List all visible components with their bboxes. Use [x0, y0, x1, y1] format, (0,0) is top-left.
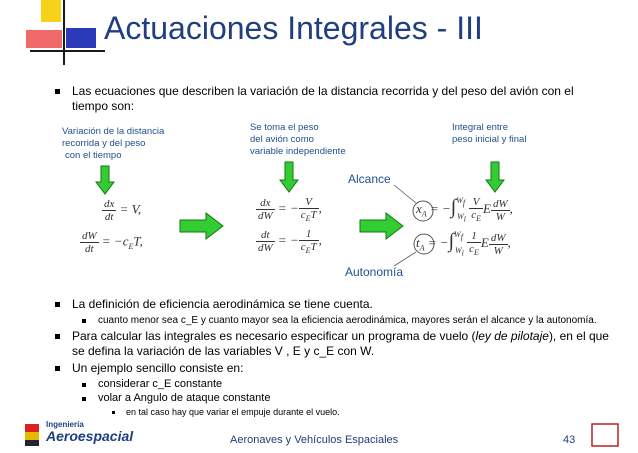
- logo-small-text: Ingeniería: [46, 420, 84, 429]
- equation-dw-dt: $\frac{dW}{dt}$ = $-c_ET$,: [82, 230, 143, 255]
- annotation-middle-line1: Se toma el peso: [250, 122, 319, 133]
- intro-text: Las ecuaciones que describen la variación de la distancia recorrida y del peso del avión con el tiempo son:: [72, 84, 574, 113]
- bullet-example: Un ejemplo sencillo consiste en:: [72, 361, 244, 375]
- bullet-program-end: ), en el que: [548, 329, 609, 343]
- equation-dt-dw: $\frac{dt}{dW}$ = − $\frac{1}{c_ET}$ ,: [258, 228, 322, 256]
- footer-logo: [20, 420, 140, 448]
- sub-bullet-efficiency: cuanto menor sea c_E y cuanto mayor sea la eficiencia aerodinámica, mayores serán el alcance y la autonomía.: [98, 315, 597, 326]
- bullet-program: [72, 329, 612, 359]
- sub-bullet-marker: [82, 397, 86, 401]
- equation-range-integral: $x_A = -\int^{W_f}W_i$ $\frac{V}{c_E}$ E $\frac{dW}{W}$ ,: [416, 196, 513, 224]
- bullet-program-line2: se defina la variación de las variables V , E y c_E con W.: [72, 344, 375, 358]
- sub-bullet-marker: [82, 319, 86, 323]
- page-title: Actuaciones Integrales - III: [104, 10, 483, 46]
- bullet-program-italic: ley de pilotaje: [475, 329, 549, 343]
- sub-bullet-angle: volar a Angulo de ataque constante: [98, 392, 271, 404]
- equation-dx-dw: $\frac{dx}{dW}$ = − $\frac{V}{c_ET}$ ,: [258, 196, 322, 224]
- annotation-middle-line2: del avión como: [250, 134, 314, 145]
- sub-bullet-ce: considerar c_E constante: [98, 378, 223, 390]
- annotation-right-line2: peso inicial y final: [452, 134, 527, 145]
- down-arrow-icon: [96, 166, 114, 194]
- logo-emblem-icon: [22, 422, 42, 448]
- equation-dx-dt: $\frac{dx}{dt}$ = V,: [104, 198, 142, 223]
- university-emblem-icon: [590, 422, 620, 448]
- down-arrow-icon: [280, 162, 298, 192]
- down-arrow-icon: [486, 162, 504, 192]
- bullet-marker: [55, 334, 60, 339]
- sub-sub-bullet-marker: [112, 411, 115, 414]
- university-logo: [590, 422, 620, 448]
- annotation-right-line1: Integral entre: [452, 122, 508, 133]
- bullet-marker: [55, 302, 60, 307]
- annotation-left-line3: con el tiempo: [65, 150, 122, 161]
- endurance-label: Autonomía: [345, 265, 404, 279]
- annotation-middle-line3: variable independiente: [250, 146, 346, 157]
- bullet-efficiency: La definición de eficiencia aerodinámica se tiene cuenta.: [72, 297, 373, 311]
- sub-sub-bullet-thrust: en tal caso hay que variar el empuje durante el vuelo.: [126, 407, 340, 417]
- annotation-left-line1: Variación de la distancia: [62, 126, 165, 137]
- sub-bullet-marker: [82, 383, 86, 387]
- right-arrow-icon: [180, 213, 223, 239]
- page-number: 43: [563, 434, 576, 446]
- range-label: Alcance: [348, 172, 391, 186]
- equation-endurance-integral: $t_A = -\int^{W_f}W_i$ $\frac{1}{c_E}$ E $\frac{dW}{W}$ ,: [416, 230, 511, 258]
- logo-text: Aeroespacial: [46, 428, 134, 444]
- annotation-left-line2: recorrida y del peso: [62, 138, 146, 149]
- right-arrow-icon: [360, 213, 403, 239]
- footer-center-text: Aeronaves y Vehículos Espaciales: [230, 434, 399, 446]
- bullet-program-start: Para calcular las integrales es necesario especificar un programa de vuelo (: [72, 329, 476, 343]
- bullet-marker: [55, 366, 60, 371]
